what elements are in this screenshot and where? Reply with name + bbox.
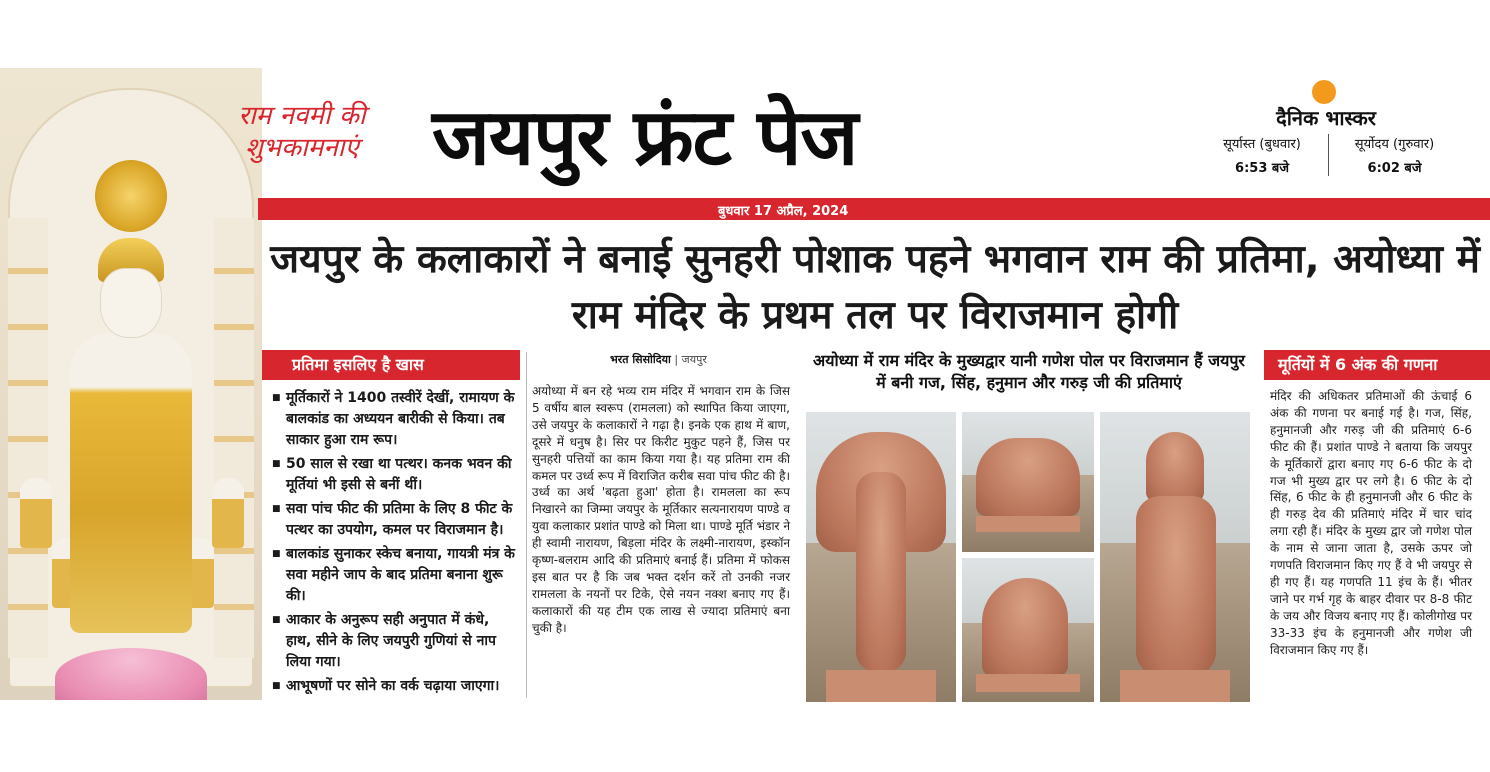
sunrise-info: सूर्योदय (गुरुवार) 6:02 बजे [1328,134,1460,176]
list-item: ■ 50 साल से रखा था पत्थर। कनक भवन की मूर्तियां भी इसी से बनीं थीं। [276,454,516,496]
hanuman-statue-photo [1100,412,1250,702]
six-count-box [1264,350,1490,700]
greeting-line: राम नवमी की [238,101,366,131]
highlights-title: प्रतिमा इसलिए है खास [262,350,520,380]
brand-name: दैनिक भास्कर [1276,106,1376,130]
lotus-base [55,648,207,700]
halo [95,160,167,232]
statues-photo-panel [800,350,1258,702]
garuda-statue-photo [806,412,956,702]
highlights-list [262,380,520,697]
main-headline: जयपुर के कलाकारों ने बनाई सुनहरी पोशाक पहने भगवान राम की प्रतिमा, अयोध्या में राम मंदिर के प्रथम तल पर विराजमान होगी [270,237,1480,338]
idol-head [100,268,162,338]
byline: भरत सिसोदिया | जयपुर [610,353,707,366]
list-item: ■ आभूषणों पर सोने का वर्क चढ़ाया जाएगा। [276,676,516,697]
author-name: भरत सिसोदिया [610,353,671,366]
six-count-body: मंदिर की अधिकतर प्रतिमाओं की ऊंचाई 6 अंक की गणना पर बनाई गई है। गज, सिंह, हनुमानजी और गरुड़ जी की प्रतिमाएं 6-6 फीट की हैं। प्रशांत पाण्डे ने बताया कि जयपुर के मूर्तिकारों द्वारा बनाए गए 6-6 फीट के दो गज भी मुख्य द्वार पर लगे है। 6 फीट के दो सिंह, 6 फीट के ही हनुमानजी और 6 फीट के ही गरुड़ देव की प्रतिमाएं मंदिर में चार चांद लगा रही हैं। मंदिर के मुख्य द्वार जो गणेश पोल के नाम से जाना जाता है, उसके ऊपर जो गणपति विराजमान किए गए हैं वे भी जयपुर से ही गए हैं। यह गणपति 11 इंच के हैं। भीतर जाने पर गर्भ गृह के बाहर दीवार पर 8-8 फीट के जय और विजय बनाए गए हैं। कोलीगोख पर 33-33 इंच के हनुमानजी और गणेश जी विराजमान किए गए हैं। [1270,389,1472,657]
masthead-title: जयपुर फ्रंट पेज [432,93,858,183]
lion-statue-photo [962,558,1094,702]
elephant-statue-photo [962,412,1094,552]
greeting-line: शुभकामनाएं [245,133,359,163]
list-item: ■ बालकांड सुनाकर स्केच बनाया, गायत्री मंत्र के सवा महीने जाप के बाद प्रतिमा बनाना शुरू की। [276,544,516,607]
article-body: अयोध्या में बन रहे भव्य राम मंदिर में भगवान राम के जिस 5 वर्षीय बाल स्वरूप (रामलला) को स्थापित किया जाएगा, उसे जयपुर के कलाकारों ने गढ़ा है। इनके एक हाथ में बाण, दूसरे में धनुष है। सिर पर किरीट मुकुट पहने हैं, जिस पर सुनहरी पत्तियों का काम किया गया है। यह प्रतिमा राम की कमल पर उर्ध्व रूप में विराजित करीब सवा पांच फीट की है। उर्ध्व का अर्थ 'बढ़ता हुआ' होता है। रामलला का रूप निखारने का जिम्मा जयपुर के मूर्तिकार सत्यनारायण पाण्डे व युवा कलाकार प्रशांत पाण्डे को मिला था। पाण्डे मूर्ति भंडार ने ही स्वामी नारायण, बिड़ला मंदिर के लक्ष्मी-नारायण, इस्कॉन कृष्ण-बलराम आदि की प्रतिमाएं बनाई हैं। प्रतिमा में फोकस इस बात पर है कि जब भक्त दर्शन करें तो उनकी नजर रामलला के नयनों पर टिके, ऐसे नयन नक्श बनाए गए हैं। कलाकारों की यह टीम एक लाख से ज्यादा प्रतिमाएं बना चुकी है। [532,384,790,635]
column-divider [526,352,527,698]
highlights-box [262,350,520,700]
list-item: ■ सवा पांच फीट की प्रतिमा के लिए 8 फीट के पत्थर का उपयोग, कमल पर विराजमान है। [276,499,516,541]
article-column [532,352,790,692]
photo-caption: अयोध्या में राम मंदिर के मुख्यद्वार यानी गणेश पोल पर विराजमान हैं जयपुर में बनी गज, सिंह, हनुमान और गरुड़ जी की प्रतिमाएं [813,351,1245,392]
sun-logo-icon [1312,80,1336,104]
dateline: जयपुर [681,353,707,366]
issue-date: बुधवार 17 अप्रैल, 2024 [718,204,849,219]
ram-navami-greeting [222,100,382,164]
date-band [258,198,1490,220]
brand-block [1196,76,1460,186]
list-item: ■ आकार के अनुरूप सही अनुपात में कंधे, हाथ, सीने के लिए जयपुरी गुणियां से नाप लिया गया। [276,610,516,673]
list-item: ■ मूर्तिकारों ने 1400 तस्वीरें देखीं, रामायण के बालकांड का अध्ययन बारीकी से किया। तब साकार हुआ राम रूप। [276,388,516,451]
sunset-info: सूर्यास्त (बुधवार) 6:53 बजे [1223,137,1301,176]
six-count-title: मूर्तियों में 6 अंक की गणना [1264,350,1490,380]
idol-body [70,333,192,633]
